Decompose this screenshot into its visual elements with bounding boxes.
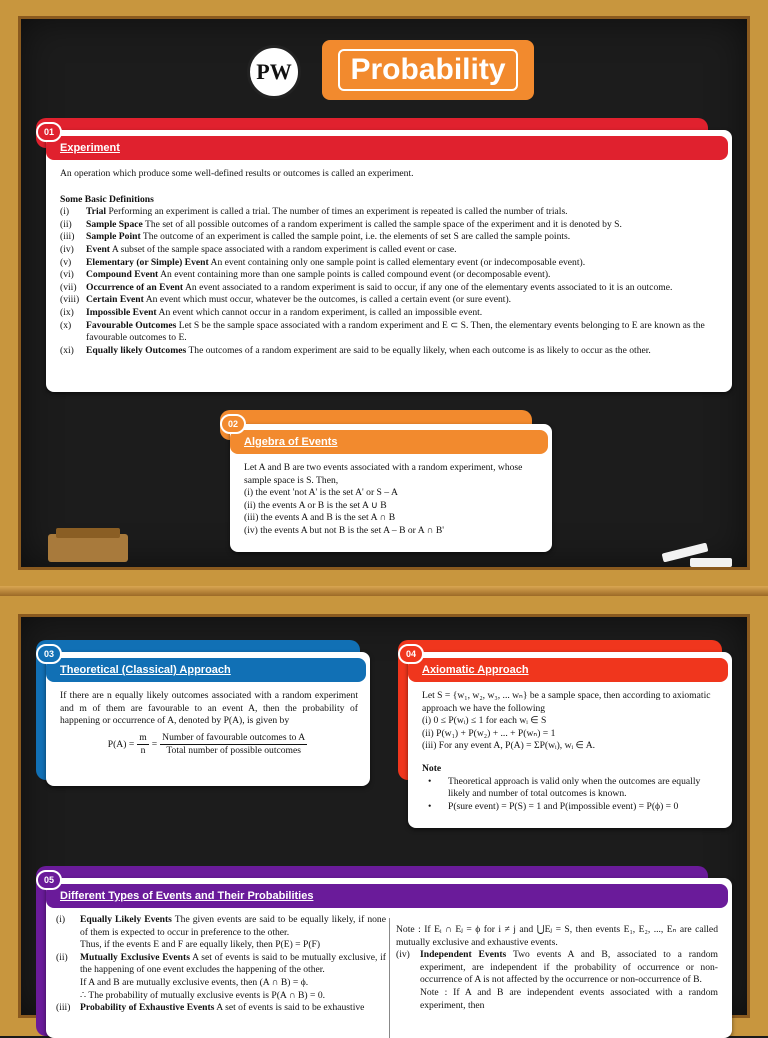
section-number: 01 <box>36 122 62 142</box>
section-algebra-of-events <box>230 424 552 552</box>
board-divider <box>0 586 768 596</box>
column-divider <box>389 918 390 1038</box>
definition-list <box>60 206 720 357</box>
list-item: Thus, if the events E and F are equally likely, then P(E) = P(F) <box>80 939 321 951</box>
section-theoretical-approach <box>46 652 370 786</box>
bullet-item: • Theoretical approach is valid only when the outcomes are equally likely and number of total outcomes is known. <box>428 775 701 800</box>
list-item: (iii) For any event A, P(A) = ΣP(wᵢ), wᵢ ∈ A. <box>422 740 596 752</box>
section-experiment <box>46 130 732 392</box>
list-item: (ii) Mutually Exclusive Events A set of events is said to be mutually exclusive, if the happening of one event excludes the happening of the other. <box>56 951 386 976</box>
section-event-types <box>46 878 732 1038</box>
section-intro: Let S = {w₁, w₂, w₃, ... wₙ} be a sample space, then according to axiomatic approach we have the following <box>422 690 711 714</box>
axiom-list <box>422 715 720 753</box>
section-intro: An operation which produce some well-defined results or outcomes is called an experiment. <box>60 168 414 179</box>
list-item: (vii) Occurrence of an Event An event associated to a random experiment is said to occur, if any one of the elementary events associated to it is an outcome. <box>60 281 673 293</box>
section-title: Different Types of Events and Their Probabilities <box>46 884 728 908</box>
list-item: (vi) Compound Event An event containing more than one sample points is called compound event (or decomposable event). <box>60 269 551 281</box>
section-intro: Let A and B are two events associated with a random experiment, whose sample space is S. Then, <box>244 462 523 486</box>
list-item: (ii) the events A or B is the set A ∪ B <box>244 499 387 511</box>
list-item: (iii) Probability of Exhaustive Events A set of events is said to be exhaustive <box>56 1002 365 1014</box>
section-number: 02 <box>220 414 246 434</box>
note-heading: Note <box>422 762 442 774</box>
list-item: (iv) Event A subset of the sample space associated with a random experiment is called event or case. <box>60 243 457 255</box>
list-item: (iv) the events A but not B is the set A – B or A ∩ B' <box>244 524 445 536</box>
list-item: ∴ The probability of mutually exclusive events is P(A ∩ B) = 0. <box>80 989 326 1001</box>
eraser-decoration <box>48 534 128 562</box>
list-item: (ii) Sample Space The set of all possible outcomes of a random experiment is called the sample space of the experiment and it is denoted by S. <box>60 218 622 230</box>
event-types-left <box>56 914 386 1015</box>
bullet-item: • P(sure event) = P(S) = 1 and P(impossible event) = P(ϕ) = 0 <box>428 800 679 812</box>
event-types-right <box>396 949 718 1012</box>
pw-logo: PW <box>247 45 301 99</box>
section-title: Experiment <box>46 136 728 160</box>
section-number: 04 <box>398 644 424 664</box>
section-number: 05 <box>36 870 62 890</box>
list-item: (i) Trial Performing an experiment is called a trial. The number of times an experiment is repeated is called the number of trials. <box>60 206 568 218</box>
list-item: (i) the event 'not A' is the set A' or S – A <box>244 487 398 499</box>
list-item: (viii) Certain Event An event which must occur, whatever be the outcomes, is called a certain event (or sure event). <box>60 294 512 306</box>
page-title: Probability <box>322 40 534 100</box>
section-title: Axiomatic Approach <box>408 658 728 682</box>
list-item: (iii) Sample Point The outcome of an experiment is called the sample point, i.e. the elements of set S are called the sample points. <box>60 231 571 243</box>
list-item: If A and B are mutually exclusive events, then (A ∩ B) = ϕ. <box>80 976 309 988</box>
mutually-exclusive-note: Note : If Eᵢ ∩ Eⱼ = ϕ for i ≠ j and ⋃Eⱼ = S, then events E₁, E₂, ..., Eₙ are called mutually exclusive and exhaustive events. <box>396 924 718 948</box>
list-item: (iii) the events A and B is the set A ∩ B <box>244 512 396 524</box>
list-item: (xi) Equally likely Outcomes The outcomes of a random experiment are said to be equally likely, when each outcome is as likely to occur as the other. <box>60 344 651 356</box>
algebra-list <box>244 487 540 537</box>
subheading: Some Basic Definitions <box>60 193 154 205</box>
list-item: (iv) Independent Events Two events A and B, associated to a random experiment, are independent if the probability of occurrence or non-occurrence of A is not affected by the occurrence or non-occurrence of B. <box>396 949 718 986</box>
list-item: (x) Favourable Outcomes Let S be the sample space associated with a random experiment and E ⊂ S. Then, the elementary events belonging to E are known as the favourable outcomes to E. <box>60 319 705 344</box>
section-number: 03 <box>36 644 62 664</box>
chalk-decoration <box>690 558 732 567</box>
note-bullets <box>422 776 720 814</box>
section-axiomatic-approach <box>408 652 732 828</box>
section-title: Theoretical (Classical) Approach <box>46 658 366 682</box>
list-item: (ix) Impossible Event An event which cannot occur in a random experiment, is called an impossible event. <box>60 306 483 318</box>
list-item: (v) Elementary (or Simple) Event An event containing only one sample point is called elementary event (or indecomposable event). <box>60 256 586 268</box>
probability-formula: P(A) = $\frac{m}{n}$ = $\frac{\text{Number of favourable outcomes to A}}{\text{Total number of possible outcomes}}$ <box>107 731 306 757</box>
list-item: (i) 0 ≤ P(wᵢ) ≤ 1 for each wᵢ ∈ S <box>422 715 547 727</box>
section-text: If there are n equally likely outcomes associated with a random experiment and m of them are favourable to an event A, then the probability of happening or occurrence of A, denoted by P(A), is given by <box>60 690 358 727</box>
list-item: (i) Equally Likely Events The given events are said to be equally likely, if none of them is expected to occur in preference to the other. <box>56 914 386 938</box>
section-title: Algebra of Events <box>230 430 548 454</box>
list-item: (ii) P(w₁) + P(w₂) + ... + P(wₙ) = 1 <box>422 727 556 739</box>
list-item: Note : If A and B are independent events associated with a random experiment, then <box>420 986 718 1011</box>
